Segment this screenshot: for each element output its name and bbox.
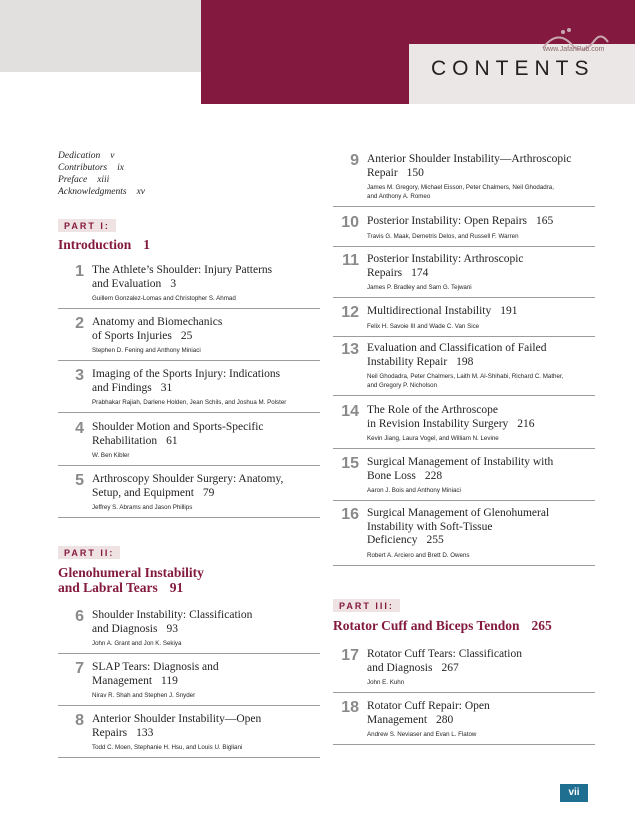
chapter-entry-12[interactable]: 12 Multidirectional Instability 191 Felix H. Savoie III and Wade C. Van Sice: [333, 305, 595, 337]
chapter-authors: Kevin Jiang, Laura Vogel, and William N. Levine: [367, 435, 499, 442]
chapter-number: 1: [75, 263, 84, 280]
chapter-number: 16: [341, 506, 359, 523]
chapter-entry-2[interactable]: 2 Anatomy and Biomechanics of Sports Injuries 25 Stephen D. Fening and Anthony Miniaci: [58, 316, 320, 361]
chapter-number: 17: [341, 647, 359, 664]
chapter-number: 11: [342, 252, 359, 269]
chapter-authors: Travis G. Maak, Demetris Delos, and Russell F. Warren: [367, 232, 519, 240]
front-matter-item[interactable]: Dedication v: [58, 151, 115, 161]
chapter-authors: Todd C. Moen, Stephanie H. Hsu, and Louis U. Bigliani: [92, 744, 243, 751]
chapter-number: 6: [75, 608, 84, 625]
chapter-entry-18[interactable]: 18 Rotator Cuff Repair: Open Management 280 Andrew S. Neviaser and Evan L. Flatow: [333, 700, 595, 745]
contents-title: CONTENTS: [431, 57, 595, 80]
chapter-entry-9[interactable]: 9 Anterior Shoulder Instability—Arthroscopic Repair 150 James M. Gregory, Michael Eisson, Peter Chalmers, Neil Ghodadra, and Anthony A. Romeo: [333, 153, 595, 207]
chapter-authors: Jeffrey S. Abrams and Jason Phillips: [92, 504, 193, 511]
part-1-label: PART I:: [58, 219, 116, 232]
chapter-authors: Stephen D. Fening and Anthony Miniaci: [92, 347, 201, 354]
part-2-label: PART II:: [58, 546, 120, 559]
chapter-entry-4[interactable]: 4 Shoulder Motion and Sports-Specific Rehabilitation 61 W. Ben Kibler: [58, 421, 320, 466]
chapter-authors: Guillem Gonzalez-Lomas and Christopher S. Ahmad: [92, 295, 236, 302]
chapter-number: 3: [75, 367, 84, 384]
chapter-authors: James M. Gregory, Michael Eisson, Peter Chalmers, Neil Ghodadra, and Anthony A. Romeo: [367, 184, 554, 200]
chapter-number: 4: [75, 420, 84, 437]
chapter-entry-6[interactable]: 6 Shoulder Instability: Classification and Diagnosis 93 John A. Grant and Jon K. Sekiya: [58, 609, 320, 654]
page-number-badge: vii: [560, 784, 588, 802]
chapter-entry-16[interactable]: 16 Surgical Management of Glenohumeral Instability with Soft-Tissue Deficiency 255 Robert A. Arciero and Brett D. Owens: [333, 507, 595, 566]
front-matter-item[interactable]: Contributors ix: [58, 163, 124, 173]
chapter-authors: W. Ben Kibler: [92, 452, 130, 459]
front-matter-item[interactable]: Acknowledgments xv: [58, 187, 146, 197]
watermark-logo-icon: [523, 18, 623, 68]
header-grey-band: [0, 0, 201, 72]
part-3-label: PART III:: [333, 599, 400, 612]
chapter-authors: Robert A. Arciero and Brett D. Owens: [367, 551, 470, 559]
chapter-entry-3[interactable]: 3 Imaging of the Sports Injury: Indications and Findings 31 Prabhakar Rajiah, Darlene Holden, Jean Schils, and Joshua M. Polster: [58, 368, 320, 413]
chapter-entry-1[interactable]: 1 The Athlete’s Shoulder: Injury Patterns and Evaluation 3 Guillem Gonzalez-Lomas and Christopher S. Ahmad: [58, 264, 320, 309]
chapter-number: 2: [75, 315, 84, 332]
chapter-entry-11[interactable]: 11 Posterior Instability: Arthroscopic Repairs 174 James P. Bradley and Sam G. Tejwani: [333, 253, 595, 298]
chapter-entry-15[interactable]: 15 Surgical Management of Instability with Bone Loss 228 Aaron J. Bois and Anthony Miniaci: [333, 456, 595, 501]
chapter-number: 12: [341, 304, 359, 321]
chapter-entry-10[interactable]: 10 Posterior Instability: Open Repairs 165 Travis G. Maak, Demetris Delos, and Russell F. Warren: [333, 215, 595, 247]
chapter-authors: Andrew S. Neviaser and Evan L. Flatow: [367, 731, 477, 738]
chapter-number: 13: [341, 341, 359, 358]
chapter-authors: Felix H. Savoie III and Wade C. Van Sice: [367, 322, 480, 330]
part-3-title[interactable]: Rotator Cuff and Biceps Tendon 265: [333, 618, 552, 633]
chapter-entry-13[interactable]: 13 Evaluation and Classification of Failed Instability Repair 198 Neil Ghodadra, Peter Chalmers, Laith M. Al-Shihabi, Richard C. Mather, and Gregory P. Nicholson: [333, 342, 595, 396]
chapter-number: 7: [75, 660, 84, 677]
front-matter-list: [58, 150, 145, 198]
chapter-authors: John E. Kuhn: [367, 679, 405, 686]
chapter-entry-5[interactable]: 5 Arthroscopy Shoulder Surgery: Anatomy, Setup, and Equipment 79 Jeffrey S. Abrams and Jason Phillips: [58, 473, 320, 518]
chapter-entry-7[interactable]: 7 SLAP Tears: Diagnosis and Management 119 Nirav R. Shah and Stephen J. Snyder: [58, 661, 320, 706]
chapter-entry-8[interactable]: 8 Anterior Shoulder Instability—Open Repairs 133 Todd C. Moen, Stephanie H. Hsu, and Louis U. Bigliani: [58, 713, 320, 758]
chapter-number: 18: [341, 699, 359, 716]
part-1-title[interactable]: Introduction 1: [58, 237, 151, 252]
chapter-number: 9: [350, 152, 359, 169]
chapter-entry-14[interactable]: 14 The Role of the Arthroscope in Revision Instability Surgery 216 Kevin Jiang, Laura Vogel, and William N. Levine: [333, 404, 595, 449]
chapter-number: 5: [75, 472, 84, 489]
chapter-entry-17[interactable]: 17 Rotator Cuff Tears: Classification and Diagnosis 267 John E. Kuhn: [333, 648, 595, 693]
chapter-number: 14: [341, 403, 359, 420]
chapter-authors: Nirav R. Shah and Stephen J. Snyder: [92, 692, 196, 699]
chapter-number: 15: [341, 455, 359, 472]
chapter-number: 10: [341, 214, 359, 231]
chapter-authors: John A. Grant and Jon K. Sekiya: [92, 640, 182, 647]
chapter-authors: Prabhakar Rajiah, Darlene Holden, Jean Schils, and Joshua M. Polster: [92, 399, 287, 406]
chapter-authors: Aaron J. Bois and Anthony Miniaci: [367, 487, 461, 494]
chapter-authors: Neil Ghodadra, Peter Chalmers, Laith M. Al-Shihabi, Richard C. Mather, and Gregory P. Nicholson: [367, 373, 564, 389]
front-matter-item[interactable]: Preface xiii: [58, 175, 110, 185]
chapter-authors: James P. Bradley and Sam G. Tejwani: [367, 284, 472, 291]
part-2-title[interactable]: Glenohumeral Instability and Labral Tears 91: [58, 565, 204, 595]
chapter-number: 8: [75, 712, 84, 729]
watermark-text: www.JafariPub.com: [543, 46, 605, 53]
